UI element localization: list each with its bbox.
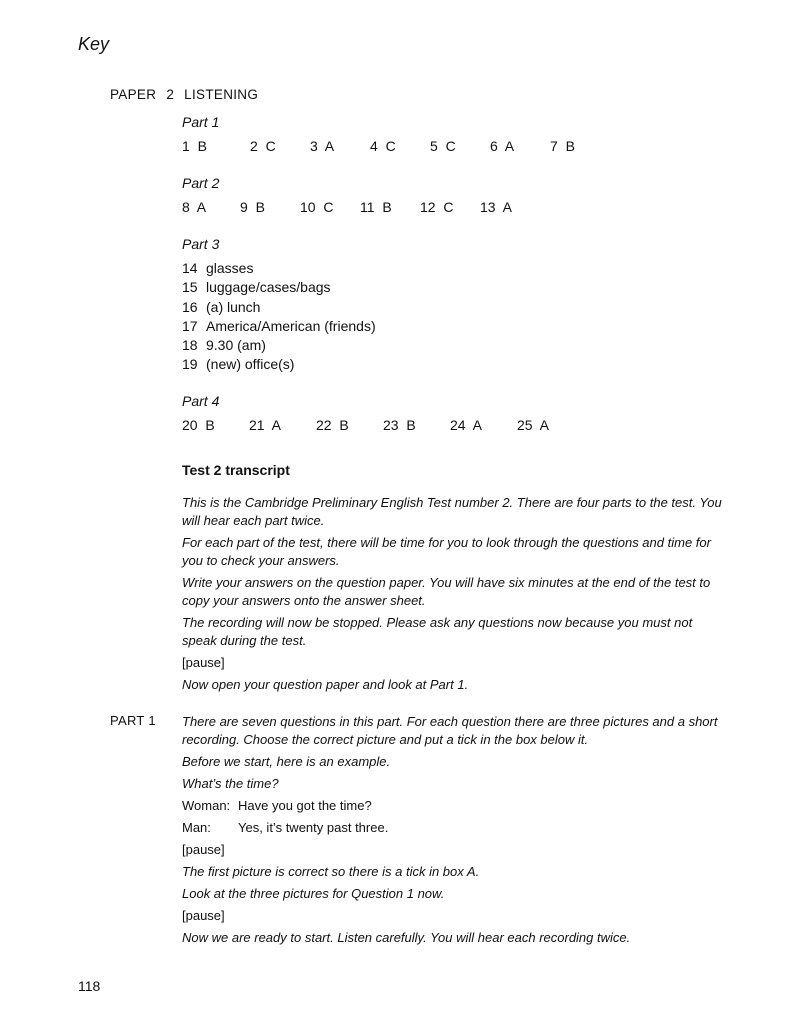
part2-label: Part 2: [182, 175, 220, 191]
answer-number: 17: [182, 317, 198, 334]
answer-item: 13 A: [480, 199, 512, 215]
speaker: Woman:: [182, 798, 231, 813]
part3-answers: [182, 259, 376, 375]
answer-item: 10 C: [300, 199, 334, 215]
transcript-paragraph: For each part of the test, there will be time for you to look through the questions and time for you to check your answers.: [182, 535, 711, 568]
answer-item: [182, 336, 376, 355]
answer-number: 16: [182, 298, 198, 315]
answer-item: 22 B: [316, 417, 349, 433]
answer-number: 14: [182, 260, 198, 276]
answer-item: [182, 317, 376, 336]
start-instruction: Now we are ready to start. Listen carefully. You will hear each recording twice.: [182, 930, 631, 945]
answer-item: 6 A: [490, 138, 515, 154]
part1-answers: [182, 138, 610, 154]
transcript-intro: [182, 494, 727, 698]
paper-title: PAPER 2 LISTENING: [110, 87, 259, 102]
pause-marker: [pause]: [182, 655, 225, 670]
answer-item: 23 B: [383, 417, 416, 433]
look-now: Look at the three pictures for Question 1 now.: [182, 886, 445, 901]
pause-marker: [pause]: [182, 842, 225, 857]
answer-item: 4 C: [370, 138, 396, 154]
answer-item: 1 B: [182, 138, 207, 154]
transcript-paragraph: Write your answers on the question paper. You will have six minutes at the end of the test to copy your answers onto the answer sheet.: [182, 575, 711, 608]
answer-item: 2 C: [250, 138, 276, 154]
answer-item: [182, 278, 376, 297]
answer-number: 15: [182, 279, 198, 296]
answer-item: 7 B: [550, 138, 575, 154]
transcript-paragraph: Now open your question paper and look at Part 1.: [182, 677, 469, 692]
part4-answers: [182, 417, 584, 433]
dialogue-line: [182, 819, 727, 837]
example-question: What’s the time?: [182, 776, 279, 791]
answer-item: 20 B: [182, 417, 215, 433]
speaker: Man:: [182, 820, 211, 835]
answer-number: 18: [182, 337, 198, 354]
answer-item: 24 A: [450, 417, 482, 433]
transcript-paragraph: This is the Cambridge Preliminary English Test number 2. There are four parts to the test. You will hear each part twice.: [182, 495, 722, 528]
answer-text: 9.30 (am): [206, 337, 266, 354]
dialogue-line: [182, 797, 727, 815]
transcript-part1: [182, 713, 727, 951]
answer-item: 25 A: [517, 417, 549, 433]
answer-item: 5 C: [430, 138, 456, 154]
transcript-paragraph: The recording will now be stopped. Please ask any questions now because you must not speak during the test.: [182, 615, 693, 648]
answer-text: glasses: [206, 260, 254, 276]
answer-item: 3 A: [310, 138, 335, 154]
speech: Yes, it’s twenty past three.: [238, 820, 389, 835]
answer-item: 8 A: [182, 199, 207, 215]
answer-text: luggage/cases/bags: [206, 279, 331, 296]
answer-text: (a) lunch: [206, 298, 261, 315]
pause-marker: [pause]: [182, 908, 225, 923]
part3-label: Part 3: [182, 236, 220, 252]
section-header: Key: [78, 34, 110, 54]
answer-item: 21 A: [249, 417, 281, 433]
transcript-title: Test 2 transcript: [182, 462, 290, 478]
part1-label: Part 1: [182, 114, 220, 130]
answer-item: 12 C: [420, 199, 454, 215]
answer-item: 11 B: [360, 199, 392, 215]
example-intro: Before we start, here is an example.: [182, 754, 391, 769]
transcript-part1-label: PART 1: [110, 713, 156, 728]
answer-item: [182, 355, 376, 374]
answer-item: 9 B: [240, 199, 265, 215]
answer-text: (new) office(s): [206, 356, 295, 373]
answer-item: [182, 298, 376, 317]
part4-label: Part 4: [182, 393, 220, 409]
answer-item: [182, 259, 376, 278]
part2-answers: [182, 199, 540, 215]
answer-text: America/American (friends): [206, 317, 376, 334]
answer-number: 19: [182, 356, 198, 373]
page-number: 118: [78, 978, 101, 994]
example-explanation: The first picture is correct so there is a tick in box A.: [182, 864, 480, 879]
part1-instructions: There are seven questions in this part. For each question there are three pictures and a short recording. Choose the correct picture and put a tick in the box below it.: [182, 714, 718, 747]
speech: Have you got the time?: [238, 798, 372, 813]
